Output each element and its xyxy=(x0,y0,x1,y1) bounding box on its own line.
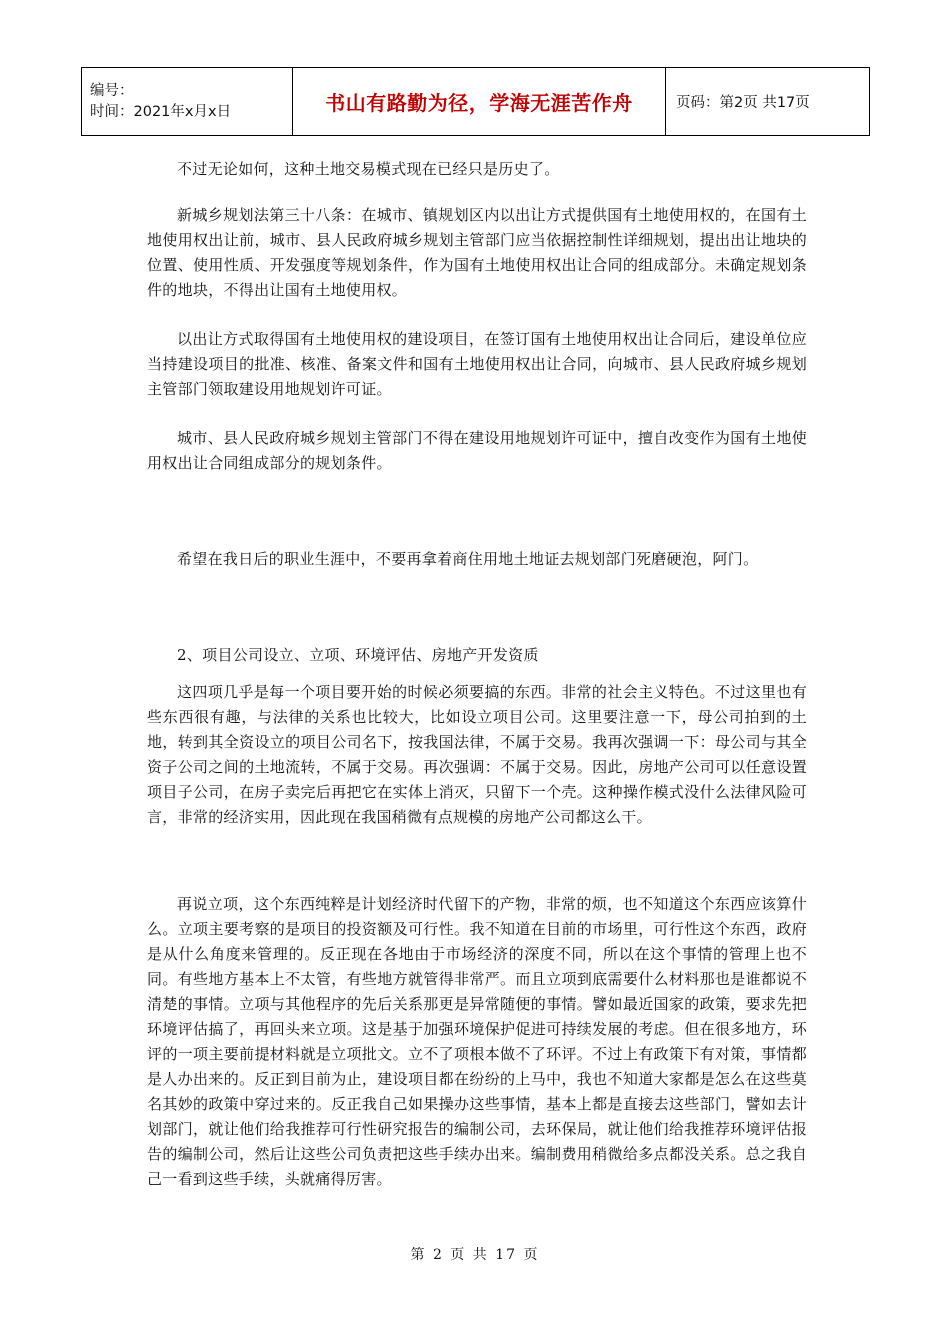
header-meta-cell xyxy=(82,68,293,136)
document-header xyxy=(81,67,870,136)
paragraph-history: 不过无论如何，这种土地交易模式现在已经只是历史了。 xyxy=(177,160,560,178)
document-body xyxy=(147,157,807,1192)
paragraph-project-company: 这四项几乎是每一个项目要开始的时候必须要搞的东西。非常的社会主义特色。不过这里也有些东西很有趣，与法律的关系也比较大，比如设立项目公司。这里要注意一下，母公司拍到的土地，转到其全资设立的项目公司名下，按我国法律，不属于交易。我再次强调一下：母公司与其全资子公司之间的土地流转，不属于交易。再次强调：不属于交易。因此，房地产公司可以任意设置项目子公司，在房子卖完后再把它在实体上消灭，只留下一个壳。这种操作模式没什么法律风险可言，非常的经济实用，因此现在我国稍微有点规模的房地产公司都这么干。 xyxy=(147,683,807,826)
paragraph-planning-permit: 以出让方式取得国有土地使用权的建设项目，在签订国有土地使用权出让合同后，建设单位应当持建设项目的批准、核准、备案文件和国有土地使用权出让合同，向城市、县人民政府城乡规划主管部门领取建设用地规划许可证。 xyxy=(147,330,807,398)
document-number-label: 编号： xyxy=(90,82,134,99)
section-heading-2: 2、项目公司设立、立项、环境评估、房地产开发资质 xyxy=(177,646,539,664)
header-page-info: 页码：第2页 共17页 xyxy=(666,68,870,136)
paragraph-wish: 希望在我日后的职业生涯中，不要再拿着商住用地土地证去规划部门死磨硬泡，阿门。 xyxy=(177,550,759,568)
document-date: 时间：2021年x月x日 xyxy=(90,103,232,120)
page-footer: 第 2 页 共 17 页 xyxy=(410,1247,540,1263)
paragraph-planning-conditions: 城市、县人民政府城乡规划主管部门不得在建设用地规划许可证中，擅自改变作为国有土地使用权出让合同组成部分的规划条件。 xyxy=(147,429,807,472)
paragraph-article-38: 新城乡规划法第三十八条：在城市、镇规划区内以出让方式提供国有土地使用权的，在国有土地使用权出让前，城市、县人民政府城乡规划主管部门应当依据控制性详细规划，提出出让地块的位置、使用性质、开发强度等规划条件，作为国有土地使用权出让合同的组成部分。未确定规划条件的地块，不得出让国有土地使用权。 xyxy=(147,206,807,299)
header-motto: 书山有路勤为径，学海无涯苦作舟 xyxy=(293,68,666,136)
paragraph-project-approval: 再说立项，这个东西纯粹是计划经济时代留下的产物，非常的烦，也不知道这个东西应该算什么。立项主要考察的是项目的投资额及可行性。我不知道在目前的市场里，可行性这个东西，政府是从什么角度来管理的。反正现在各地由于市场经济的深度不同，所以在这个事情的管理上也不同。有些地方基本上不太管，有些地方就管得非常严。而且立项到底需要什么材料那也是谁都说不清楚的事情。立项与其他程序的先后关系那更是异常随便的事情。譬如最近国家的政策，要求先把环境评估搞了，再回头来立项。这是基于加强环境保护促进可持续发展的考虑。但在很多地方，环评的一项主要前提材料就是立项批文。立不了项根本做不了环评。不过上有政策下有对策，事情都是人办出来的。反正到目前为止，建设项目都在纷纷的上马中，我也不知道大家都是怎么在这些莫名其妙的政策中穿过来的。反正我自己如果操办这些事情，基本上都是直接去这些部门，譬如去计划部门，就让他们给我推荐可行性研究报告的编制公司，去环保局，就让他们给我推荐环境评估报告的编制公司，然后让这些公司负责把这些手续办出来。编制费用稍微给多点都没关系。总之我自己一看到这些手续，头就痛得厉害。 xyxy=(147,895,807,1188)
